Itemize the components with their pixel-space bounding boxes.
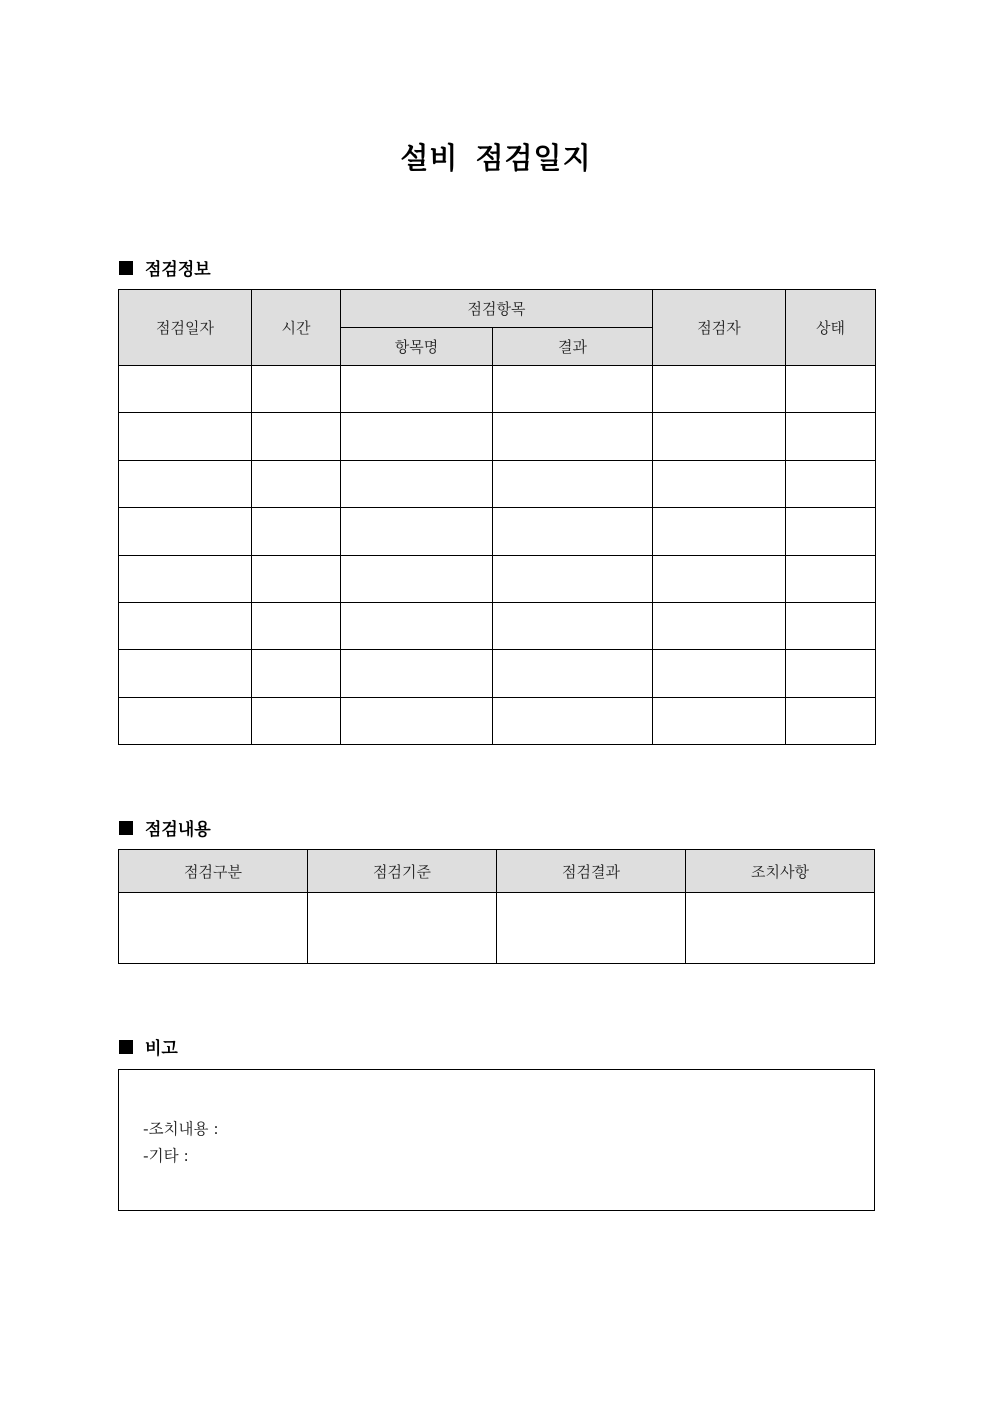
section-heading-remarks <box>119 1034 178 1059</box>
cell-item-name[interactable] <box>341 366 493 413</box>
table-row <box>119 508 876 555</box>
header-result: 결과 <box>493 328 653 366</box>
cell-result[interactable] <box>493 508 653 555</box>
table-row <box>119 555 876 602</box>
document-title: 설비 점검일지 <box>400 141 592 175</box>
cell-inspector[interactable] <box>653 555 786 602</box>
cell-item-name[interactable] <box>341 413 493 460</box>
cell-date[interactable] <box>119 460 252 507</box>
cell-time[interactable] <box>252 697 341 744</box>
table-row <box>119 366 876 413</box>
cell-result[interactable] <box>493 413 653 460</box>
cell-date[interactable] <box>119 508 252 555</box>
cell-status[interactable] <box>786 650 876 697</box>
cell-date[interactable] <box>119 366 252 413</box>
header-date: 점검일자 <box>119 290 252 366</box>
cell-time[interactable] <box>252 602 341 649</box>
cell-item-name[interactable] <box>341 508 493 555</box>
cell-item-name[interactable] <box>341 555 493 602</box>
remarks-line-action: -조치내용 : <box>143 1120 219 1138</box>
cell-result[interactable] <box>493 366 653 413</box>
square-bullet-icon <box>119 261 133 275</box>
cell-inspector[interactable] <box>653 508 786 555</box>
header-status: 상태 <box>786 290 876 366</box>
cell-inspector[interactable] <box>653 602 786 649</box>
cell-status[interactable] <box>786 602 876 649</box>
cell-inspector[interactable] <box>653 697 786 744</box>
cell-time[interactable] <box>252 413 341 460</box>
table-row <box>119 697 876 744</box>
table-row <box>119 460 876 507</box>
cell-status[interactable] <box>786 460 876 507</box>
header-items-group: 점검항목 <box>341 290 653 328</box>
header-inspector: 점검자 <box>653 290 786 366</box>
cell-item-name[interactable] <box>341 602 493 649</box>
header-time: 시간 <box>252 290 341 366</box>
cell-inspector[interactable] <box>653 413 786 460</box>
cell-item-name[interactable] <box>341 697 493 744</box>
cell-time[interactable] <box>252 650 341 697</box>
cell-result[interactable] <box>493 555 653 602</box>
table-row <box>119 650 876 697</box>
cell-result[interactable] <box>493 697 653 744</box>
table-row <box>119 893 875 964</box>
cell-result[interactable] <box>493 602 653 649</box>
cell-status[interactable] <box>786 366 876 413</box>
cell-status[interactable] <box>786 508 876 555</box>
table-row <box>119 602 876 649</box>
cell-time[interactable] <box>252 555 341 602</box>
cell-date[interactable] <box>119 697 252 744</box>
cell-inspector[interactable] <box>653 366 786 413</box>
cell-status[interactable] <box>786 697 876 744</box>
square-bullet-icon <box>119 821 133 835</box>
header-item-name: 항목명 <box>341 328 493 366</box>
remarks-line-other: -기타 : <box>143 1147 189 1165</box>
cell-item-name[interactable] <box>341 460 493 507</box>
section-heading-label: 점검정보 <box>145 260 211 280</box>
square-bullet-icon <box>119 1040 133 1054</box>
header-criteria: 점검기준 <box>308 850 497 893</box>
table-row <box>119 413 876 460</box>
inspection-info-table <box>118 289 876 745</box>
cell-date[interactable] <box>119 602 252 649</box>
section-heading-info <box>119 255 211 280</box>
header-inspection-result: 점검결과 <box>497 850 686 893</box>
header-action-items: 조치사항 <box>686 850 875 893</box>
remarks-box[interactable] <box>118 1069 875 1211</box>
cell-time[interactable] <box>252 508 341 555</box>
cell-date[interactable] <box>119 555 252 602</box>
inspection-content-table <box>118 849 875 964</box>
cell-category[interactable] <box>119 893 308 964</box>
cell-criteria[interactable] <box>308 893 497 964</box>
header-category: 점검구분 <box>119 850 308 893</box>
cell-item-name[interactable] <box>341 650 493 697</box>
cell-result[interactable] <box>493 650 653 697</box>
section-heading-label: 점검내용 <box>145 820 211 840</box>
cell-inspector[interactable] <box>653 650 786 697</box>
cell-result[interactable] <box>493 460 653 507</box>
cell-status[interactable] <box>786 413 876 460</box>
cell-time[interactable] <box>252 366 341 413</box>
section-heading-content <box>119 815 211 840</box>
cell-action-items[interactable] <box>686 893 875 964</box>
section-heading-label: 비고 <box>145 1039 178 1059</box>
cell-date[interactable] <box>119 650 252 697</box>
cell-date[interactable] <box>119 413 252 460</box>
cell-inspector[interactable] <box>653 460 786 507</box>
cell-inspection-result[interactable] <box>497 893 686 964</box>
cell-status[interactable] <box>786 555 876 602</box>
cell-time[interactable] <box>252 460 341 507</box>
